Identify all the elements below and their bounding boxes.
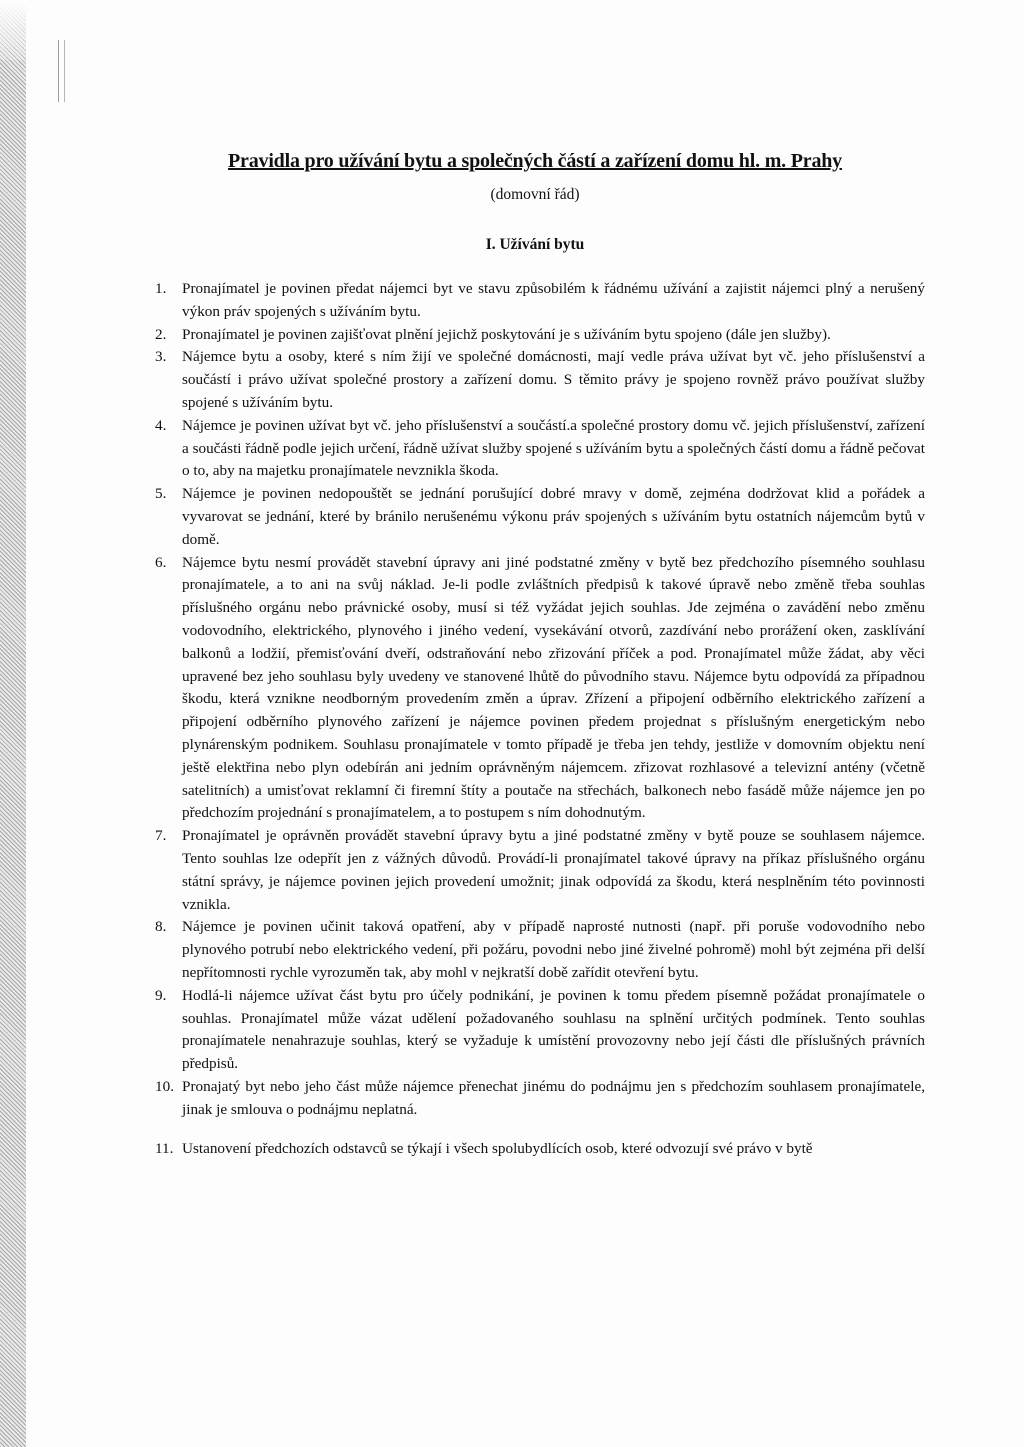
- section-heading: I. Užívání bytu: [485, 236, 585, 253]
- rule-number: 5.: [155, 485, 167, 503]
- document-title: Pravidla pro užívání bytu a společných částí a zařízení domu hl. m. Prahy: [228, 150, 842, 172]
- rule-item: [155, 1138, 925, 1161]
- rule-item: [155, 415, 925, 483]
- rule-text: Nájemce bytu a osoby, které s ním žijí ve společné domácnosti, mají vedle práva užívat byt vč. jeho příslušenství a součástí i právo užívat společné prostory a zařízení domu. S těmito právy je spojeno rovněž právo používat služby spojené s užíváním bytu.: [182, 348, 925, 411]
- rule-item: [155, 1076, 925, 1122]
- rule-item: [155, 483, 925, 551]
- rule-text: Pronajímatel je oprávněn provádět stavební úpravy bytu a jiné podstatné změny v bytě pouze se souhlasem nájemce. Tento souhlas lze odepřít jen z vážných důvodů. Provádí-li pronajímatel takové úpravy na příkaz příslušného orgánu státní správy, je nájemce povinen jejich provedení umožnit; jinak odpovídá za škodu, která nesplněním této povinnosti vznikla.: [182, 827, 925, 913]
- rule-item: [155, 346, 925, 414]
- rule-item: [155, 278, 925, 324]
- rule-number: 7.: [155, 827, 167, 845]
- rule-number: 3.: [155, 348, 167, 366]
- rule-number: 8.: [155, 918, 167, 936]
- rule-number: 2.: [155, 325, 167, 343]
- rule-number: 10.: [155, 1077, 174, 1095]
- rule-number: 11.: [155, 1140, 174, 1158]
- scan-edge-fade: [0, 0, 26, 60]
- rule-text: Pronajímatel je povinen zajišťovat plnění jejichž poskytování je s užíváním bytu spojeno (dále jen služby).: [182, 325, 831, 343]
- rules-list: [155, 278, 925, 1161]
- rule-text: Nájemce bytu nesmí provádět stavební úpravy ani jiné podstatné změny v bytě bez předchozího písemného souhlasu pronajímatele, a to ani na svůj náklad. Je-li podle zvláštních předpisů k takové úpravě nebo změně třeba souhlas příslušného orgánu nebo právnické osoby, musí si též vyžádat jejich souhlas. Jde zejména o zavádění nebo změnu vodovodního, elektrického, plynového i jiného vedení, vysekávání otvorů, zazdívání nebo prorážení oken, zasklívání balkonů a lodžií, přemisťování dveří, odstraňování nebo zřizování příček a pod. Pronajímatel může žádat, aby věci upravené bez jeho souhlasu byly uvedeny ve stanovené lhůtě do původního stavu. Nájemce bytu odpovídá za případnou škodu, která vznikne neodborným provedením změn a úprav. Zřízení a připojení odběrního elektrického zařízení a připojení odběrního plynového zařízení je nájemce povinen předem projednat s příslušným energetickým nebo plynárenským podnikem. Souhlasu pronajímatele v tomto případě je třeba jen tehdy, jestliže v domovním objektu není ještě elektřina nebo plyn odebírán ani jedním oprávněným nájemcem. zřizovat rozhlasové a televizní antény (včetně satelitních) a umisťovat reklamní či firemní štíty a poutače na střechách, balkonech nebo fasádě může nájemce jen po předchozím projednání s pronajímatelem, a to postupem s ním dohodnutým.: [182, 553, 925, 822]
- rule-item: [155, 825, 925, 916]
- rule-item: [155, 324, 925, 347]
- rule-text: Ustanovení předchozích odstavců se týkají i všech spolubydlících osob, které odvozují své právo v bytě: [182, 1140, 813, 1158]
- rule-text: Hodlá-li nájemce užívat část bytu pro účely podnikání, je povinen k tomu předem písemně požádat pronajímatele o souhlas. Pronajímatel může vázat udělení požadovaného souhlasu na splnění určitých podmínek. Tento souhlas pronajímatele nenahrazuje souhlas, který se vyžaduje k umístění provozovny nebo její části dle příslušných právních předpisů.: [182, 986, 925, 1073]
- rule-text: Nájemce je povinen užívat byt vč. jeho příslušenství a součástí.a společné prostory domu vč. jejich příslušenství, zařízení a součásti řádně podle jejich určení, řádně užívat služby spojené s užíváním bytu a společných částí domu a řádně pečovat o to, aby na majetku pronajímatele nevznikla škoda.: [182, 416, 925, 480]
- rule-text: Nájemce je povinen nedopouštět se jednání porušující dobré mravy v domě, zejména dodržovat klid a pořádek a vyvarovat se jednání, které by bránilo nerušenému výkonu práv spojených s užíváním bytu ostatních nájemcům bytů v domě.: [182, 485, 925, 548]
- scan-edge-artifact: [0, 0, 26, 1447]
- rule-number: 4.: [155, 416, 167, 434]
- rule-item: [155, 985, 925, 1076]
- rule-number: 1.: [155, 280, 167, 297]
- rule-item: [155, 552, 925, 826]
- rule-text: Nájemce je povinen učinit taková opatření, aby v případě naprosté nutnosti (např. při poruše vodovodního nebo plynového potrubí nebo elektrického vedení, při požáru, povodni nebo jiné živelné pohromě) mohl být zejména při delší nepřítomnosti rychle vyrozuměn tak, aby mohl v nejkratší době zařídit otevření bytu.: [182, 918, 925, 981]
- scan-punch-mark: [58, 40, 65, 102]
- rule-text: Pronajímatel je povinen předat nájemci byt ve stavu způsobilém k řádnému užívání a zajistit nájemci plný a nerušený výkon práv spojených s užíváním bytu.: [182, 280, 925, 320]
- rule-number: 6.: [155, 553, 167, 571]
- rule-item: [155, 916, 925, 984]
- rule-number: 9.: [155, 986, 167, 1004]
- rule-text: Pronajatý byt nebo jeho část může nájemce přenechat jinému do podnájmu jen s předchozím souhlasem pronajímatele, jinak je smlouva o podnájmu neplatná.: [182, 1077, 925, 1118]
- document-subtitle: (domovní řád): [490, 186, 580, 203]
